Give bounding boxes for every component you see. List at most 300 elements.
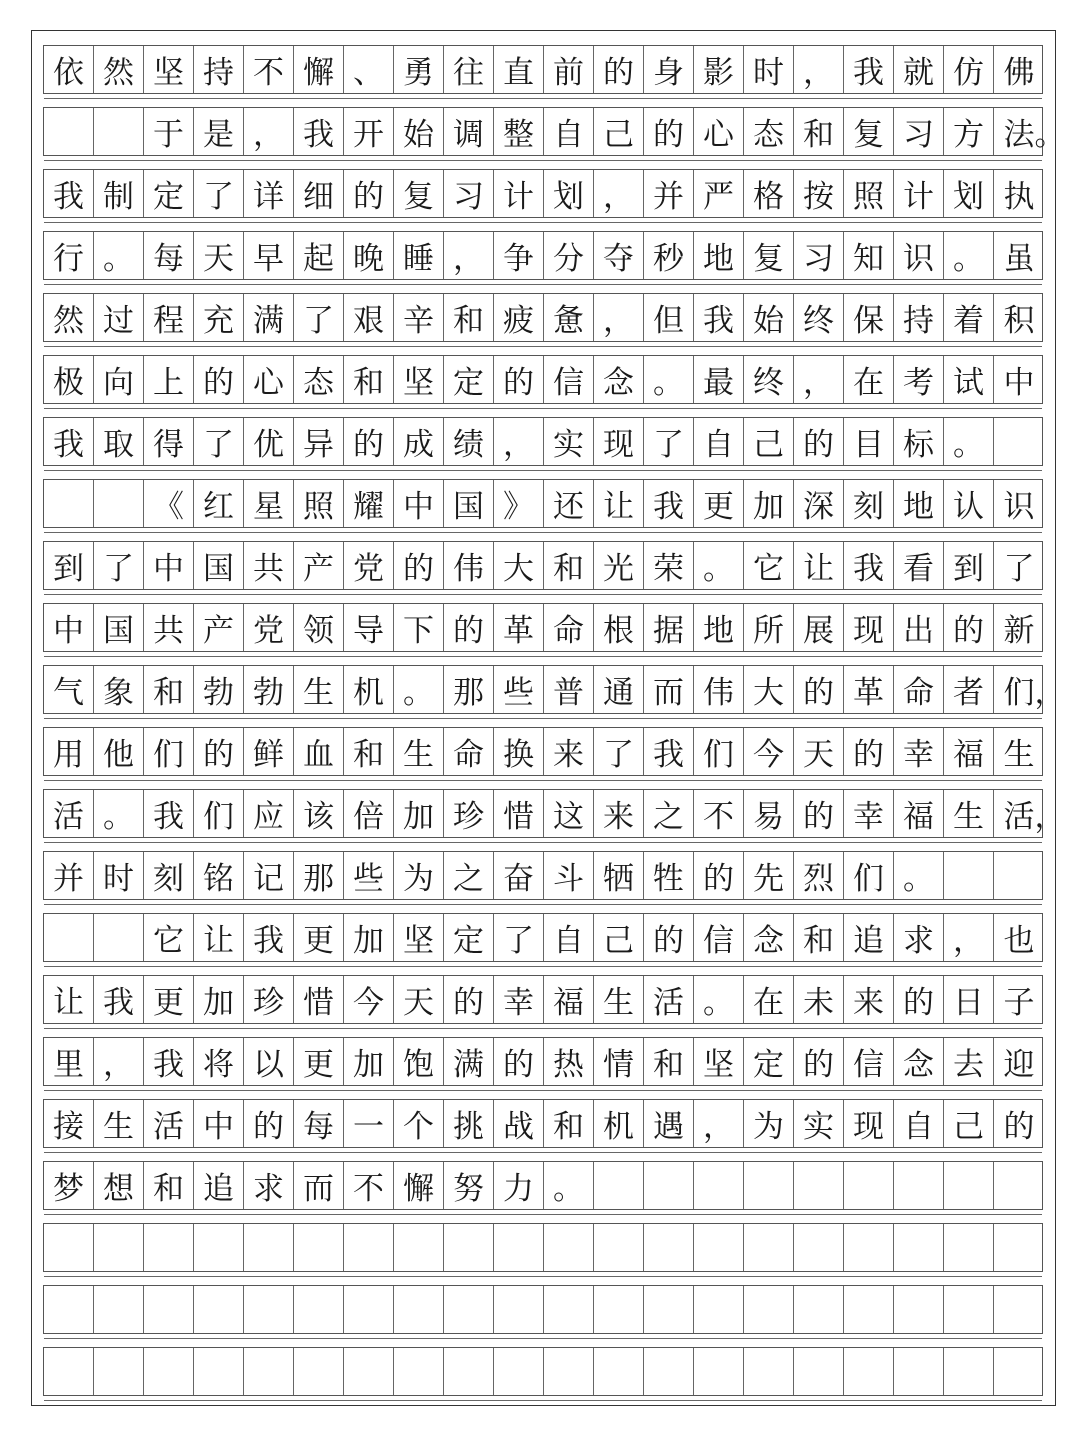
grid-cell: 党 xyxy=(244,604,294,651)
grid-cell xyxy=(894,1162,944,1209)
grid-cell: 懈 xyxy=(294,46,344,93)
grid-cell: 目 xyxy=(844,418,894,465)
grid-cell: 刻 xyxy=(144,852,194,899)
grid-cell: 些 xyxy=(344,852,394,899)
grid-cell: 辛 xyxy=(394,294,444,341)
grid-cell: 们 xyxy=(144,728,194,775)
grid-cell: 活 xyxy=(144,1100,194,1147)
grid-cell: 的 xyxy=(644,914,694,961)
grid-row xyxy=(43,45,1043,94)
grid-cell: 求 xyxy=(894,914,944,961)
grid-cell: 识 xyxy=(1003,489,1035,525)
grid-cell: 己 xyxy=(744,418,794,465)
grid-cell: 了 xyxy=(194,418,244,465)
grid-cell: 它 xyxy=(144,914,194,961)
grid-cell: 活 ， xyxy=(1003,799,1066,835)
grid-cell: 这 xyxy=(544,790,594,837)
grid-cell: 它 xyxy=(744,542,794,589)
grid-cell: 习 xyxy=(444,170,494,217)
grid-cell: 伟 xyxy=(444,542,494,589)
grid-cell xyxy=(794,1286,844,1333)
grid-cell xyxy=(994,1286,1044,1333)
grid-cell: 更 xyxy=(294,1038,344,1085)
grid-cell: 今 xyxy=(744,728,794,775)
grid-cell: 奋 xyxy=(494,852,544,899)
grid-cell: 大 xyxy=(744,666,794,713)
grid-cell: 定 xyxy=(144,170,194,217)
grid-cell xyxy=(594,1224,644,1271)
grid-cell: 习 xyxy=(894,108,944,155)
grid-cell: 还 xyxy=(544,480,594,527)
grid-cell: 新 xyxy=(1003,613,1035,649)
grid-cell: 细 xyxy=(294,170,344,217)
grid-cell xyxy=(594,1286,644,1333)
grid-cell: 坚 xyxy=(144,46,194,93)
grid-cell xyxy=(944,1286,994,1333)
grid-cell: 己 xyxy=(594,914,644,961)
grid-cell: 》 xyxy=(494,480,544,527)
grid-cell: 和 xyxy=(144,1162,194,1209)
grid-cell xyxy=(444,1286,494,1333)
grid-cell: 日 xyxy=(944,976,994,1023)
grid-cell: 直 xyxy=(494,46,544,93)
grid-cell: 到 xyxy=(944,542,994,589)
grid-cell: 懈 xyxy=(394,1162,444,1209)
grid-cell: 勃 xyxy=(194,666,244,713)
grid-cell xyxy=(944,852,994,899)
grid-cell: ， xyxy=(444,232,494,279)
grid-cell: 地 xyxy=(694,232,744,279)
grid-cell: ， xyxy=(794,356,844,403)
grid-cell: 艰 xyxy=(344,294,394,341)
grid-cell xyxy=(644,1224,694,1271)
grid-cell xyxy=(44,1348,94,1395)
grid-cell: 计 xyxy=(894,170,944,217)
grid-cell: 依 xyxy=(44,46,94,93)
grid-cell: 革 xyxy=(494,604,544,651)
grid-cell: 我 xyxy=(244,914,294,961)
grid-row xyxy=(43,1285,1043,1334)
grid-cell: 的 xyxy=(494,1038,544,1085)
grid-cell: 每 xyxy=(144,232,194,279)
grid-cell: 计 xyxy=(494,170,544,217)
grid-cell xyxy=(794,1224,844,1271)
grid-cell xyxy=(94,1348,144,1395)
grid-cell: 和 xyxy=(544,542,594,589)
grid-cell: 的 xyxy=(444,604,494,651)
grid-cell: 该 xyxy=(294,790,344,837)
grid-cell: 我 xyxy=(44,418,94,465)
grid-cell: 执 xyxy=(1003,179,1035,215)
grid-cell: 机 xyxy=(344,666,394,713)
grid-cell: 起 xyxy=(294,232,344,279)
grid-cell: 并 xyxy=(44,852,94,899)
grid-row xyxy=(43,231,1043,280)
grid-cell: 那 xyxy=(444,666,494,713)
grid-cell: 。 xyxy=(644,356,694,403)
grid-cell: 和 xyxy=(544,1100,594,1147)
grid-cell xyxy=(844,1224,894,1271)
grid-cell xyxy=(144,1224,194,1271)
grid-cell: 斗 xyxy=(544,852,594,899)
grid-cell: 现 xyxy=(844,1100,894,1147)
grid-cell: 耀 xyxy=(344,480,394,527)
grid-cell xyxy=(694,1348,744,1395)
grid-cell: 生 xyxy=(1003,737,1035,773)
grid-cell: 充 xyxy=(194,294,244,341)
grid-cell: 格 xyxy=(744,170,794,217)
grid-cell: 疲 xyxy=(494,294,544,341)
grid-cell xyxy=(644,1348,694,1395)
grid-row xyxy=(43,913,1043,962)
grid-cell: 最 xyxy=(694,356,744,403)
grid-cell: 早 xyxy=(244,232,294,279)
grid-cell: 惜 xyxy=(294,976,344,1023)
grid-cell: 以 xyxy=(244,1038,294,1085)
grid-row xyxy=(43,107,1066,156)
grid-cell: 生 xyxy=(94,1100,144,1147)
grid-cell: 下 xyxy=(394,604,444,651)
grid-cell: 我 xyxy=(144,1038,194,1085)
grid-cell: 制 xyxy=(94,170,144,217)
grid-cell: 去 xyxy=(944,1038,994,1085)
grid-cell xyxy=(694,1286,744,1333)
grid-cell: 烈 xyxy=(794,852,844,899)
grid-cell: 的 xyxy=(794,1038,844,1085)
grid-cell xyxy=(494,1224,544,1271)
grid-cell: 的 xyxy=(244,1100,294,1147)
grid-cell xyxy=(994,418,1044,465)
grid-row xyxy=(43,975,1043,1024)
grid-cell: 在 xyxy=(744,976,794,1023)
grid-row xyxy=(43,851,1043,900)
grid-cell: 照 xyxy=(844,170,894,217)
grid-cell: ， xyxy=(244,108,294,155)
grid-cell: 夺 xyxy=(594,232,644,279)
grid-cell: 。 xyxy=(94,232,144,279)
grid-cell: 并 xyxy=(644,170,694,217)
grid-cell: 严 xyxy=(694,170,744,217)
grid-cell xyxy=(194,1286,244,1333)
grid-cell: 和 xyxy=(344,728,394,775)
grid-cell xyxy=(794,1348,844,1395)
grid-cell xyxy=(644,1162,694,1209)
grid-cell: 用 xyxy=(44,728,94,775)
grid-cell: 取 xyxy=(94,418,144,465)
grid-cell: 态 xyxy=(744,108,794,155)
grid-cell: 实 xyxy=(544,418,594,465)
grid-cell: 信 xyxy=(844,1038,894,1085)
grid-cell: 我 xyxy=(294,108,344,155)
grid-cell: 。 xyxy=(894,852,944,899)
grid-cell xyxy=(544,1286,594,1333)
grid-cell: 中 xyxy=(394,480,444,527)
grid-cell: 自 xyxy=(694,418,744,465)
grid-cell: 之 xyxy=(644,790,694,837)
grid-cell: 倍 xyxy=(344,790,394,837)
grid-row xyxy=(43,1347,1043,1396)
grid-cell xyxy=(844,1286,894,1333)
grid-cell xyxy=(994,1162,1044,1209)
grid-cell: 己 xyxy=(594,108,644,155)
grid-cell xyxy=(644,1286,694,1333)
grid-row xyxy=(43,665,1066,714)
grid-cell: 伟 xyxy=(694,666,744,713)
grid-cell: 也 xyxy=(1003,923,1035,959)
grid-cell: 血 xyxy=(294,728,344,775)
grid-cell: 得 xyxy=(144,418,194,465)
grid-cell: 复 xyxy=(844,108,894,155)
grid-cell: 天 xyxy=(394,976,444,1023)
grid-cell: 命 xyxy=(894,666,944,713)
grid-cell: ， xyxy=(494,418,544,465)
grid-cell: 开 xyxy=(344,108,394,155)
grid-cell: 而 xyxy=(644,666,694,713)
grid-cell: 于 xyxy=(144,108,194,155)
grid-cell: 向 xyxy=(94,356,144,403)
grid-cell: 现 xyxy=(594,418,644,465)
grid-cell: 了 xyxy=(194,170,244,217)
grid-cell: 的 xyxy=(894,976,944,1023)
grid-row xyxy=(43,541,1043,590)
grid-cell: 情 xyxy=(594,1038,644,1085)
grid-cell: 加 xyxy=(344,914,394,961)
grid-cell: 地 xyxy=(694,604,744,651)
grid-cell: 们 xyxy=(194,790,244,837)
grid-cell: 们 xyxy=(694,728,744,775)
grid-cell: ， xyxy=(594,170,644,217)
grid-cell: ， xyxy=(94,1038,144,1085)
grid-cell: 来 xyxy=(544,728,594,775)
grid-cell: 的 xyxy=(794,666,844,713)
grid-cell: 、 xyxy=(344,46,394,93)
grid-cell: 产 xyxy=(294,542,344,589)
grid-cell: 满 xyxy=(244,294,294,341)
grid-row xyxy=(43,1099,1043,1148)
grid-cell xyxy=(144,1348,194,1395)
grid-cell: 福 xyxy=(544,976,594,1023)
grid-cell: 保 xyxy=(844,294,894,341)
grid-cell: 绩 xyxy=(444,418,494,465)
grid-cell: 更 xyxy=(694,480,744,527)
grid-cell: 了 xyxy=(494,914,544,961)
grid-cell xyxy=(144,1286,194,1333)
grid-cell: 虽 xyxy=(1003,241,1035,277)
grid-cell: 先 xyxy=(744,852,794,899)
grid-cell: 活 xyxy=(44,790,94,837)
grid-cell: 换 xyxy=(494,728,544,775)
grid-cell: 的 xyxy=(944,604,994,651)
grid-cell: 和 xyxy=(794,914,844,961)
grid-cell: 往 xyxy=(444,46,494,93)
grid-cell: 的 xyxy=(794,418,844,465)
grid-cell xyxy=(94,1286,144,1333)
grid-cell: 持 xyxy=(894,294,944,341)
grid-cell: 中 xyxy=(194,1100,244,1147)
grid-cell: 来 xyxy=(844,976,894,1023)
grid-cell: 加 xyxy=(394,790,444,837)
grid-cell: 荣 xyxy=(644,542,694,589)
grid-cell: 持 xyxy=(194,46,244,93)
grid-cell: 己 xyxy=(944,1100,994,1147)
grid-cell: 更 xyxy=(294,914,344,961)
grid-cell: 更 xyxy=(144,976,194,1023)
grid-cell: 上 xyxy=(144,356,194,403)
grid-cell: 让 xyxy=(594,480,644,527)
grid-cell: 调 xyxy=(444,108,494,155)
grid-cell: 勇 xyxy=(394,46,444,93)
grid-cell xyxy=(844,1162,894,1209)
grid-cell: 心 xyxy=(694,108,744,155)
grid-cell: 国 xyxy=(444,480,494,527)
grid-row xyxy=(43,293,1043,342)
grid-cell: 念 xyxy=(594,356,644,403)
grid-cell: 幸 xyxy=(494,976,544,1023)
grid-cell: 我 xyxy=(694,294,744,341)
grid-cell: 追 xyxy=(844,914,894,961)
grid-cell: 我 xyxy=(844,46,894,93)
grid-cell: 之 xyxy=(444,852,494,899)
grid-cell: 光 xyxy=(594,542,644,589)
grid-cell: 信 xyxy=(544,356,594,403)
grid-cell: 天 xyxy=(194,232,244,279)
grid-cell: 划 xyxy=(544,170,594,217)
grid-cell: 。 xyxy=(944,232,994,279)
grid-cell: 们 ， xyxy=(1003,675,1066,711)
grid-cell: 。 xyxy=(94,790,144,837)
grid-cell xyxy=(94,914,144,961)
composition-sheet xyxy=(31,30,1066,1406)
grid-cell: 今 xyxy=(344,976,394,1023)
grid-cell: 分 xyxy=(544,232,594,279)
grid-cell: 然 xyxy=(44,294,94,341)
grid-cell: 了 xyxy=(644,418,694,465)
grid-cell: 佛 xyxy=(1003,55,1035,91)
grid-cell xyxy=(244,1224,294,1271)
grid-cell: 不 xyxy=(344,1162,394,1209)
grid-cell: 易 xyxy=(744,790,794,837)
grid-cell xyxy=(444,1224,494,1271)
grid-cell: 而 xyxy=(294,1162,344,1209)
grid-cell: 积 xyxy=(1003,303,1035,339)
grid-cell xyxy=(744,1162,794,1209)
grid-cell xyxy=(594,1162,644,1209)
grid-cell: 《 xyxy=(144,480,194,527)
grid-cell xyxy=(394,1224,444,1271)
grid-cell: 遇 xyxy=(644,1100,694,1147)
grid-cell: 是 xyxy=(194,108,244,155)
grid-cell: 始 xyxy=(394,108,444,155)
grid-cell: 行 xyxy=(44,232,94,279)
grid-cell: 战 xyxy=(494,1100,544,1147)
grid-cell: 我 xyxy=(644,728,694,775)
grid-cell: 国 xyxy=(94,604,144,651)
grid-cell: 习 xyxy=(794,232,844,279)
grid-row xyxy=(43,603,1043,652)
grid-cell xyxy=(744,1348,794,1395)
grid-cell: 让 xyxy=(44,976,94,1023)
grid-cell xyxy=(194,1348,244,1395)
grid-cell: 饱 xyxy=(394,1038,444,1085)
grid-cell: 地 xyxy=(894,480,944,527)
grid-cell: 和 xyxy=(144,666,194,713)
grid-cell: 展 xyxy=(794,604,844,651)
grid-cell: 中 xyxy=(44,604,94,651)
grid-cell: 复 xyxy=(744,232,794,279)
grid-cell: 一 xyxy=(344,1100,394,1147)
grid-cell: 深 xyxy=(794,480,844,527)
grid-cell: 据 xyxy=(644,604,694,651)
grid-cell xyxy=(94,108,144,155)
grid-row xyxy=(43,1161,1043,1210)
grid-cell: 自 xyxy=(544,914,594,961)
grid-cell xyxy=(94,1224,144,1271)
grid-cell: 每 xyxy=(294,1100,344,1147)
grid-cell: 中 xyxy=(144,542,194,589)
grid-cell: 牺 xyxy=(594,852,644,899)
grid-cell: 导 xyxy=(344,604,394,651)
grid-cell: 个 xyxy=(394,1100,444,1147)
grid-cell: 照 xyxy=(294,480,344,527)
grid-cell: 珍 xyxy=(444,790,494,837)
grid-cell: 加 xyxy=(744,480,794,527)
grid-cell: 的 xyxy=(644,108,694,155)
grid-cell: 那 xyxy=(294,852,344,899)
grid-cell: 里 xyxy=(44,1038,94,1085)
grid-row xyxy=(43,789,1066,838)
grid-cell: 终 xyxy=(794,294,844,341)
grid-cell: 的 xyxy=(194,356,244,403)
grid-cell: 时 xyxy=(744,46,794,93)
grid-cell: 方 xyxy=(944,108,994,155)
grid-row xyxy=(43,479,1043,528)
grid-cell: 了 xyxy=(594,728,644,775)
grid-cell: 国 xyxy=(194,542,244,589)
grid-cell: 身 xyxy=(644,46,694,93)
grid-cell xyxy=(744,1224,794,1271)
grid-cell: 和 xyxy=(344,356,394,403)
grid-cell: 惫 xyxy=(544,294,594,341)
grid-cell xyxy=(894,1224,944,1271)
grid-cell: 自 xyxy=(544,108,594,155)
grid-cell: 刻 xyxy=(844,480,894,527)
grid-cell xyxy=(344,1286,394,1333)
grid-cell xyxy=(294,1286,344,1333)
grid-cell: 迎 xyxy=(1003,1047,1035,1083)
grid-cell: 记 xyxy=(244,852,294,899)
grid-cell: 应 xyxy=(244,790,294,837)
grid-cell xyxy=(994,852,1044,899)
grid-cell: 为 xyxy=(744,1100,794,1147)
grid-cell: 了 xyxy=(294,294,344,341)
grid-cell: 大 xyxy=(494,542,544,589)
grid-cell: 定 xyxy=(444,914,494,961)
grid-cell: 些 xyxy=(494,666,544,713)
grid-cell: 。 xyxy=(694,542,744,589)
grid-cell: 念 xyxy=(744,914,794,961)
grid-cell: 命 xyxy=(444,728,494,775)
grid-cell: 求 xyxy=(244,1162,294,1209)
grid-cell: 我 xyxy=(94,976,144,1023)
grid-cell xyxy=(194,1224,244,1271)
grid-cell: 前 xyxy=(544,46,594,93)
grid-cell: ， xyxy=(594,294,644,341)
grid-cell: 的 xyxy=(844,728,894,775)
grid-cell: 信 xyxy=(694,914,744,961)
grid-cell: 定 xyxy=(444,356,494,403)
grid-cell: 自 xyxy=(894,1100,944,1147)
grid-cell: 通 xyxy=(594,666,644,713)
